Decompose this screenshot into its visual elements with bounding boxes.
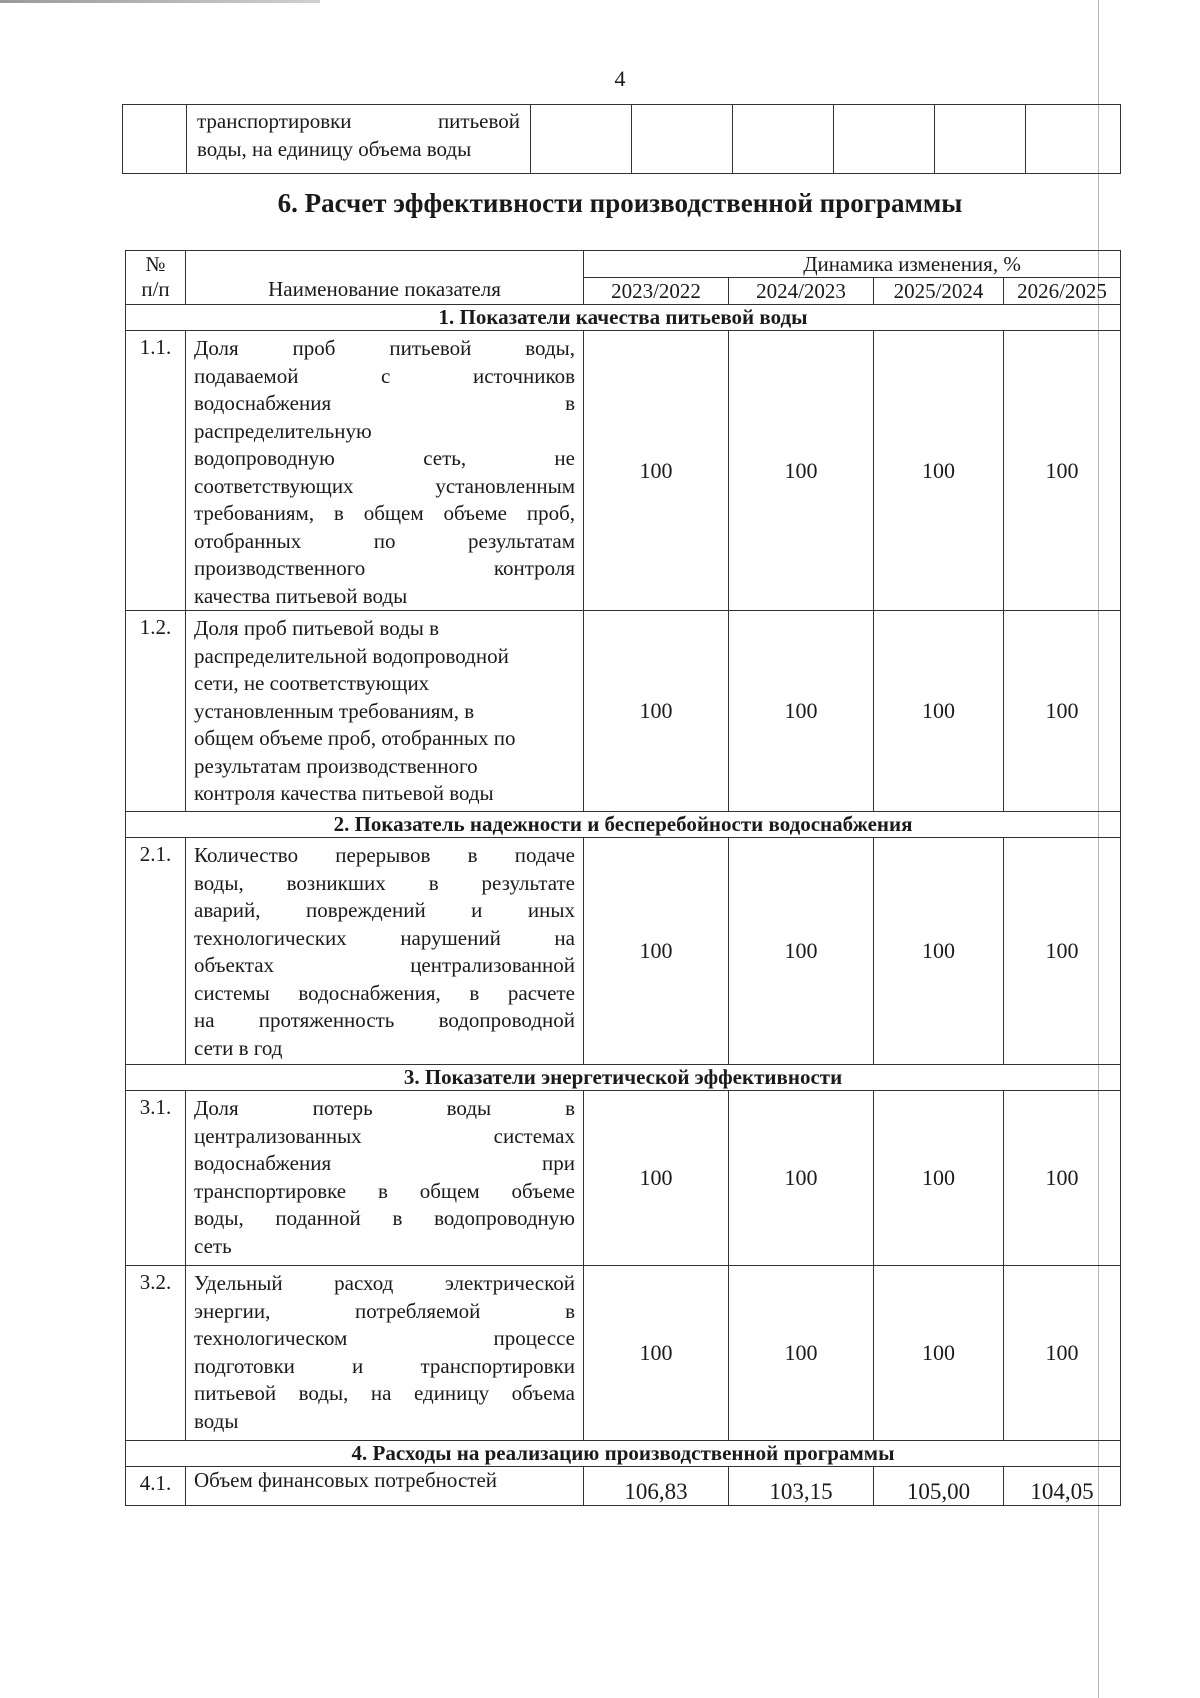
- indicator-name-line: на протяженность водопроводной: [194, 1008, 575, 1032]
- value-cell: 100: [1004, 838, 1121, 1065]
- indicator-name-line: централизованных системах: [194, 1123, 575, 1148]
- indicator-name-line: объектах централизованной: [194, 953, 575, 977]
- indicator-name: [186, 838, 584, 1065]
- header-num-line: п/п: [141, 277, 170, 301]
- indicator-name-line: Доля проб питьевой воды,: [194, 336, 575, 360]
- continuation-num-cell: [123, 105, 187, 174]
- value-cell: 100: [874, 1091, 1004, 1266]
- value-cell: 100: [584, 1266, 729, 1441]
- indicator-name-line: распределительной водопроводной: [194, 643, 509, 668]
- continuation-value-cell: [1026, 105, 1121, 174]
- continuation-value-cell: [733, 105, 834, 174]
- continuation-value-cell: [935, 105, 1026, 174]
- indicator-name-line: Доля потерь воды в: [194, 1096, 575, 1120]
- continuation-line: транспортировки питьевой: [197, 109, 520, 133]
- group-title: 4. Расходы на реализацию производственной программы: [126, 1441, 1121, 1467]
- value-cell: 100: [584, 331, 729, 611]
- value-cell: 100: [874, 331, 1004, 611]
- indicator-name-line: Удельный расход электрической: [194, 1271, 575, 1295]
- group-row: [126, 305, 1121, 331]
- header-year-cell: 2024/2023: [729, 278, 874, 305]
- row-number: 4.1.: [126, 1467, 186, 1506]
- group-title: 1. Показатели качества питьевой воды: [126, 305, 1121, 331]
- header-dynamics-cell: Динамика изменения, %: [584, 251, 1121, 278]
- group-title: 3. Показатели энергетической эффективности: [126, 1065, 1121, 1091]
- continuation-value-cell: [834, 105, 935, 174]
- indicator-name-line: Количество перерывов в подаче: [194, 843, 575, 867]
- value-cell: 100: [729, 1266, 874, 1441]
- indicator-name: [186, 1091, 584, 1266]
- indicator-name-line: отобранных по результатам: [194, 528, 575, 553]
- indicator-name-line: сети в год: [194, 1035, 283, 1060]
- row-number: 1.1.: [126, 331, 186, 611]
- section-heading: 6. Расчет эффективности производственной программы: [277, 188, 963, 218]
- value-cell: 100: [729, 1091, 874, 1266]
- value-cell: 100: [584, 1091, 729, 1266]
- indicator-name-line: подаваемой с источников: [194, 363, 575, 388]
- value-cell: 100: [729, 611, 874, 812]
- indicator-name: [186, 1266, 584, 1441]
- table-row: [126, 611, 1121, 812]
- table-row: [126, 838, 1121, 1065]
- value-cell: 100: [729, 331, 874, 611]
- value-cell: 100: [1004, 611, 1121, 812]
- indicator-name: [186, 611, 584, 812]
- row-number: 3.2.: [126, 1266, 186, 1441]
- indicator-name-line: соответствующих установленным: [194, 473, 575, 498]
- efficiency-table: [125, 250, 1121, 1506]
- continuation-line: воды, на единицу объема воды: [197, 137, 472, 161]
- indicator-name-line: энергии, потребляемой в: [194, 1298, 575, 1323]
- indicator-name-line: сеть: [194, 1233, 232, 1258]
- indicator-name-line: требованиям, в общем объеме проб,: [194, 501, 575, 525]
- page-number: 4: [614, 66, 626, 91]
- header-row: [126, 251, 1121, 278]
- value-cell: 103,15: [729, 1467, 874, 1506]
- value-cell: 100: [584, 611, 729, 812]
- indicator-name-line: водоснабжения при: [194, 1151, 575, 1175]
- table-row: [126, 1467, 1121, 1506]
- header-year-cell: 2025/2024: [874, 278, 1004, 305]
- indicator-name-line: подготовки и транспортировки: [194, 1353, 575, 1378]
- value-cell: 106,83: [584, 1467, 729, 1506]
- table-row: [126, 331, 1121, 611]
- value-cell: 100: [584, 838, 729, 1065]
- indicator-name-line: транспортировке в общем объеме: [194, 1178, 575, 1203]
- indicator-name: [186, 331, 584, 611]
- group-row: [126, 1441, 1121, 1467]
- indicator-name-line: аварий, повреждений и иных: [194, 898, 575, 922]
- row-number: 3.1.: [126, 1091, 186, 1266]
- indicator-name-line: распределительную: [194, 418, 372, 443]
- header-num-line: №: [145, 252, 166, 276]
- header-num-cell: [126, 251, 186, 305]
- value-cell: 100: [1004, 1266, 1121, 1441]
- group-title: 2. Показатель надежности и бесперебойности водоснабжения: [126, 812, 1121, 838]
- indicator-name-line: водоснабжения в: [194, 391, 575, 415]
- header-name-cell: Наименование показателя: [186, 251, 584, 305]
- table-row: [126, 1091, 1121, 1266]
- continuation-value-cell: [632, 105, 733, 174]
- indicator-name-line: системы водоснабжения, в расчете: [194, 980, 575, 1005]
- value-cell: 100: [874, 838, 1004, 1065]
- row-number: 1.2.: [126, 611, 186, 812]
- header-year-cell: 2026/2025: [1004, 278, 1121, 305]
- row-number: 2.1.: [126, 838, 186, 1065]
- value-cell: 100: [1004, 1091, 1121, 1266]
- indicator-name-line: питьевой воды, на единицу объема: [194, 1381, 575, 1405]
- indicator-name-line: производственного контроля: [194, 556, 575, 580]
- indicator-name-line: установленным требованиям, в: [194, 698, 475, 723]
- indicator-name-line: воды: [194, 1408, 239, 1433]
- value-cell: 100: [874, 1266, 1004, 1441]
- continuation-text-cell: [187, 105, 531, 174]
- value-cell: 104,05: [1004, 1467, 1121, 1506]
- indicator-name-line: технологических нарушений на: [194, 925, 575, 950]
- indicator-name-line: качества питьевой воды: [194, 583, 408, 608]
- indicator-name-line: технологическом процессе: [194, 1326, 575, 1350]
- value-cell: 100: [1004, 331, 1121, 611]
- indicator-name-line: Объем финансовых потребностей: [194, 1468, 498, 1492]
- indicator-name-line: сети, не соответствующих: [194, 671, 430, 695]
- indicator-name-line: общем объеме проб, отобранных по: [194, 726, 516, 750]
- group-row: [126, 812, 1121, 838]
- indicator-name-line: контроля качества питьевой воды: [194, 781, 494, 805]
- group-row: [126, 1065, 1121, 1091]
- value-cell: 100: [729, 838, 874, 1065]
- continuation-value-cell: [531, 105, 632, 174]
- indicator-name-line: Доля проб питьевой воды в: [194, 616, 440, 640]
- indicator-name: [186, 1467, 584, 1506]
- table-row: [126, 1266, 1121, 1441]
- indicator-name-line: результатам производственного: [194, 753, 478, 778]
- scan-edge: [0, 0, 320, 3]
- value-cell: 105,00: [874, 1467, 1004, 1506]
- value-cell: 100: [874, 611, 1004, 812]
- indicator-name-line: воды, поданной в водопроводную: [194, 1206, 575, 1230]
- indicator-name-line: водопроводную сеть, не: [194, 446, 575, 470]
- header-year-cell: 2023/2022: [584, 278, 729, 305]
- indicator-name-line: воды, возникших в результате: [194, 870, 575, 895]
- continuation-table: [122, 104, 1121, 174]
- continuation-row: [123, 105, 1121, 174]
